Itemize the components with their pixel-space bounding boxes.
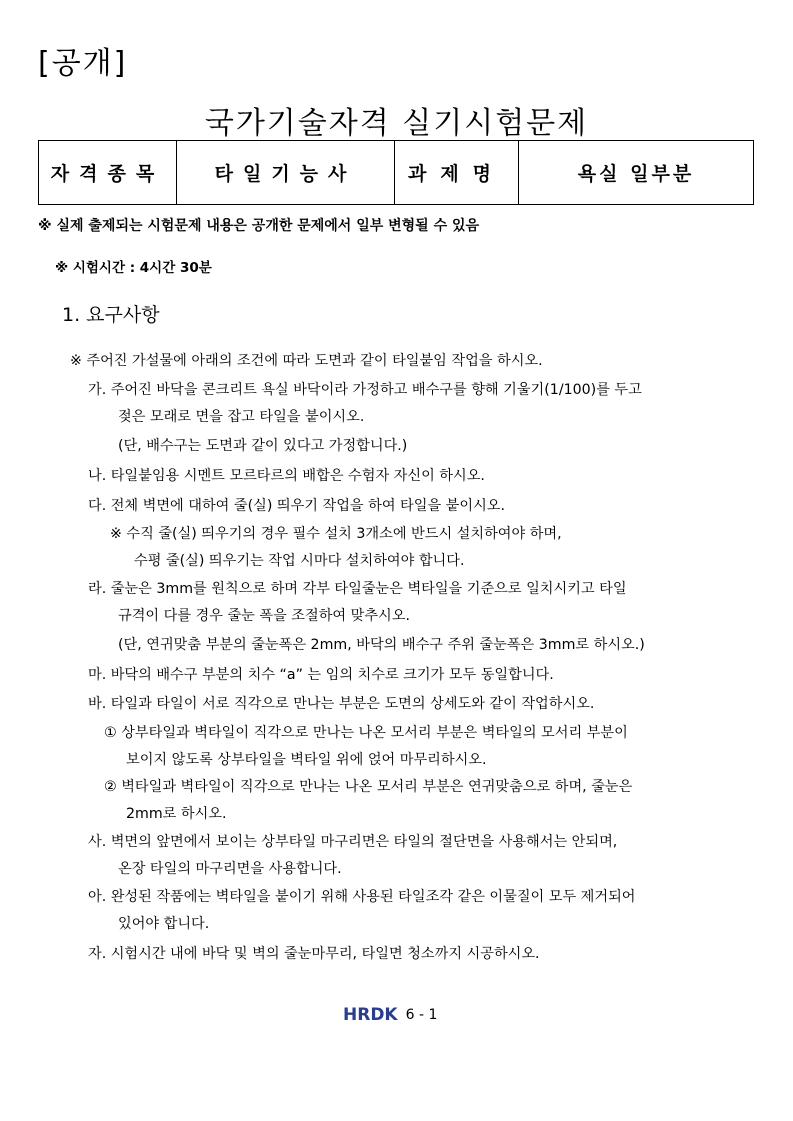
category-value: 타일기능사 [177, 141, 395, 205]
requirement-line: 아. 완성된 작품에는 벽타일을 붙이기 위해 사용된 타일조각 같은 이물질이 모두 제거되어 [88, 889, 636, 905]
requirement-line: 가. 주어진 바닥을 콘크리트 욕실 바닥이라 가정하고 배수구를 향해 기울기(1/100)를 두고 [88, 382, 642, 398]
document-tag: [공개] [38, 46, 128, 81]
requirement-line: ① 상부타일과 벽타일이 직각으로 만나는 나온 모서리 부분은 벽타일의 모서리 부분이 [104, 725, 628, 741]
page-number: 6 - 1 [405, 1007, 438, 1023]
page-title: 국가기술자격 실기시험문제 [204, 106, 589, 141]
requirement-line: 있어야 합니다. [118, 916, 210, 932]
requirement-line: 마. 바닥의 배수구 부분의 치수 “a” 는 임의 치수로 크기가 모두 동일합니다. [88, 667, 554, 683]
requirement-line: 2mm로 하시오. [126, 806, 227, 822]
requirement-line: ※ 수직 줄(실) 띄우기의 경우 필수 설치 3개소에 반드시 설치하여야 하며, [110, 526, 562, 542]
section-title: 1. 요구사항 [62, 304, 160, 326]
exam-info-table [38, 140, 754, 205]
notice-text: ※ 실제 출제되는 시험문제 내용은 공개한 문제에서 일부 변형될 수 있음 [38, 218, 480, 234]
requirement-line: 젖은 모래로 면을 잡고 타일을 붙이시오. [118, 409, 365, 425]
requirement-line: 다. 전체 벽면에 대하여 줄(실) 띄우기 작업을 하여 타일을 붙이시오. [88, 498, 506, 514]
requirement-line: 수평 줄(실) 띄우기는 작업 시마다 설치하여야 합니다. [134, 553, 465, 569]
requirement-line: 나. 타일붙임용 시멘트 모르타르의 배합은 수험자 자신이 하시오. [88, 468, 485, 484]
requirement-line: (단, 연귀맞춤 부분의 줄눈폭은 2mm, 바닥의 배수구 주위 줄눈폭은 3mm로 하시오.) [118, 637, 645, 653]
exam-time: ※ 시험시간 : 4시간 30분 [55, 260, 212, 276]
task-value: 욕실 일부분 [519, 141, 754, 205]
page-footer [343, 1005, 437, 1025]
requirement-line: ② 벽타일과 벽타일이 직각으로 만나는 나온 모서리 부분은 연귀맞춤으로 하며, 줄눈은 [104, 779, 633, 795]
requirement-line: (단, 배수구는 도면과 같이 있다고 가정합니다.) [118, 438, 408, 454]
requirement-line: 라. 줄눈은 3mm를 원칙으로 하며 각부 타일줄눈은 벽타일을 기준으로 일치시키고 타일 [88, 581, 627, 597]
hrdk-logo: HRDK [343, 1005, 398, 1025]
requirement-line: 보이지 않도록 상부타일을 벽타일 위에 얹어 마무리하시오. [126, 752, 487, 768]
requirement-line: 자. 시험시간 내에 바닥 및 벽의 줄눈마무리, 타일면 청소까지 시공하시오. [88, 946, 540, 962]
requirement-line: ※ 주어진 가설물에 아래의 조건에 따라 도면과 같이 타일붙임 작업을 하시오. [70, 353, 543, 369]
requirement-line: 온장 타일의 마구리면을 사용합니다. [118, 861, 342, 877]
task-label: 과제명 [395, 141, 519, 205]
category-label: 자격종목 [39, 141, 177, 205]
requirement-line: 규격이 다를 경우 줄눈 폭을 조절하여 맞추시오. [118, 608, 410, 624]
requirement-line: 사. 벽면의 앞면에서 보이는 상부타일 마구리면은 타일의 절단면을 사용해서는 안되며, [88, 834, 618, 850]
requirement-line: 바. 타일과 타일이 서로 직각으로 만나는 부분은 도면의 상세도와 같이 작업하시오. [88, 696, 595, 712]
